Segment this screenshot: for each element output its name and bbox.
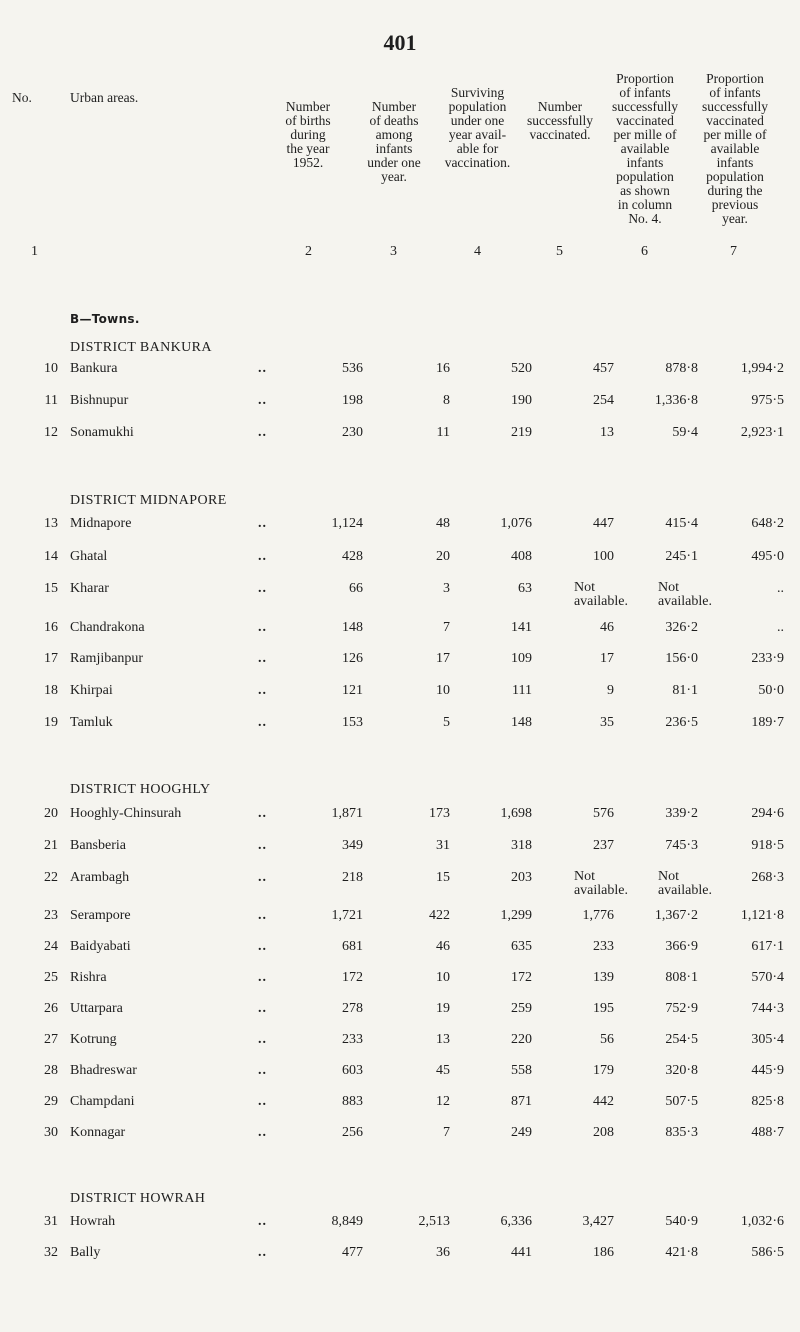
leader-dots: ..: [258, 549, 267, 564]
proportion-previous-cell: 825·8: [751, 1094, 784, 1109]
leader-dots: ..: [258, 908, 267, 923]
row-number: 11: [44, 393, 58, 408]
header-line: the year: [286, 141, 330, 156]
vaccinated-cell: 195: [593, 1001, 614, 1016]
deaths-cell: 31: [436, 838, 450, 853]
table-row: [0, 393, 800, 413]
header-line: under one: [450, 113, 505, 128]
deaths-cell: 5: [443, 715, 450, 730]
leader-dots: ..: [258, 1063, 267, 1078]
header-line: Proportion: [616, 71, 674, 86]
urban-area-name: Sonamukhi: [70, 425, 134, 440]
deaths-cell: 16: [436, 361, 450, 376]
leader-dots: ..: [258, 393, 267, 408]
table-row: [0, 620, 800, 640]
header-line: during the: [707, 183, 763, 198]
proportion-current-cell: 421·8: [665, 1245, 698, 1260]
proportion-current-cell: Not available.: [657, 869, 712, 898]
header-line: available: [620, 141, 670, 156]
urban-area-name: Rishra: [70, 970, 107, 985]
leader-dots: ..: [258, 516, 267, 531]
header-line: successfully: [612, 99, 678, 114]
births-cell: 278: [342, 1001, 363, 1016]
column-number: 4: [474, 244, 481, 259]
table-row: [0, 1063, 800, 1083]
column-number: 2: [305, 244, 312, 259]
column-number: 3: [390, 244, 397, 259]
surviving-cell: 558: [511, 1063, 532, 1078]
vaccinated-cell: 1,776: [582, 908, 614, 923]
urban-area-name: Tamluk: [70, 715, 113, 730]
row-number: 25: [44, 970, 58, 985]
surviving-cell: 635: [511, 939, 532, 954]
row-number: 17: [44, 651, 58, 666]
vaccinated-cell: 457: [593, 361, 614, 376]
proportion-previous-cell: 586·5: [751, 1245, 784, 1260]
urban-area-name: Hooghly-Chinsurah: [70, 806, 182, 821]
proportion-previous-cell: 1,994·2: [740, 361, 784, 376]
vaccinated-cell: 179: [593, 1063, 614, 1078]
table-row: [0, 651, 800, 671]
births-cell: 1,124: [331, 516, 363, 531]
proportion-current-cell: 59·4: [672, 425, 698, 440]
urban-area-name: Bally: [70, 1245, 101, 1260]
surviving-cell: 1,698: [500, 806, 532, 821]
proportion-current-cell: 540·9: [665, 1214, 698, 1229]
births-cell: 218: [342, 870, 363, 885]
vaccinated-cell: 17: [600, 651, 614, 666]
proportion-previous-cell: 305·4: [751, 1032, 784, 1047]
leader-dots: ..: [258, 1245, 267, 1260]
proportion-previous-cell: 975·5: [751, 393, 784, 408]
header-line: among: [375, 127, 413, 142]
header-line: successfully: [527, 113, 593, 128]
urban-area-name: Khirpai: [70, 683, 113, 698]
urban-area-name: Arambagh: [70, 870, 130, 885]
surviving-cell: 249: [511, 1125, 532, 1140]
proportion-previous-cell: 445·9: [751, 1063, 784, 1078]
header-line: during: [290, 127, 326, 142]
births-cell: 198: [342, 393, 363, 408]
proportion-previous-cell: 189·7: [751, 715, 784, 730]
urban-area-name: Uttarpara: [70, 1001, 123, 1016]
deaths-cell: 10: [436, 683, 450, 698]
header-line: vaccination.: [444, 155, 511, 170]
district-heading: DISTRICT MIDNAPORE: [70, 493, 227, 508]
page-number: 401: [383, 30, 417, 55]
header-line: as shown: [620, 183, 670, 198]
deaths-cell: 8: [443, 393, 450, 408]
table-row: [0, 683, 800, 703]
vaccinated-cell: 186: [593, 1245, 614, 1260]
births-cell: 883: [342, 1094, 363, 1109]
table-row: [0, 908, 800, 928]
leader-dots: ..: [258, 620, 267, 635]
header-line: year.: [722, 211, 748, 226]
header-line: population: [706, 169, 764, 184]
header-line: population: [616, 169, 674, 184]
header-proportion-previous: [680, 72, 790, 226]
urban-area-name: Chandrakona: [70, 620, 145, 635]
vaccinated-cell: 233: [593, 939, 614, 954]
column-number: 7: [730, 244, 737, 259]
deaths-cell: 422: [429, 908, 450, 923]
births-cell: 1,721: [331, 908, 363, 923]
district-heading: DISTRICT BANKURA: [70, 340, 212, 355]
header-line: vaccinated: [706, 113, 764, 128]
row-number: 20: [44, 806, 58, 821]
vaccinated-cell: 254: [593, 393, 614, 408]
births-cell: 477: [342, 1245, 363, 1260]
births-cell: 121: [342, 683, 363, 698]
surviving-cell: 318: [511, 838, 532, 853]
births-cell: 172: [342, 970, 363, 985]
proportion-current-cell: 81·1: [672, 683, 698, 698]
header-line: population: [448, 99, 507, 114]
header-line: successfully: [702, 99, 768, 114]
deaths-cell: 173: [429, 806, 450, 821]
leader-dots: ..: [258, 683, 267, 698]
surviving-cell: 219: [511, 425, 532, 440]
surviving-cell: 441: [511, 1245, 532, 1260]
urban-area-name: Baidyabati: [70, 939, 131, 954]
proportion-previous-cell: 744·3: [751, 1001, 784, 1016]
row-number: 22: [44, 870, 58, 885]
table-row: [0, 970, 800, 990]
deaths-cell: 36: [436, 1245, 450, 1260]
leader-dots: ..: [258, 939, 267, 954]
vaccinated-cell: 13: [600, 425, 614, 440]
surviving-cell: 190: [511, 393, 532, 408]
row-number: 10: [44, 361, 58, 376]
table-row: [0, 549, 800, 569]
urban-area-name: Midnapore: [70, 516, 132, 531]
header-line: of births: [285, 113, 331, 128]
header-line: in column: [617, 197, 673, 212]
vaccinated-cell: 9: [607, 683, 614, 698]
proportion-previous-cell: 648·2: [751, 516, 784, 531]
row-number: 31: [44, 1214, 58, 1229]
urban-area-name: Bansberia: [70, 838, 126, 853]
proportion-current-cell: 507·5: [665, 1094, 698, 1109]
row-number: 15: [44, 581, 58, 596]
surviving-cell: 871: [511, 1094, 532, 1109]
proportion-current-cell: 752·9: [665, 1001, 698, 1016]
header-line: year avail-: [448, 127, 507, 142]
header-line: No. 4.: [628, 211, 662, 226]
header-no: No.: [12, 90, 32, 105]
table-row: [0, 580, 800, 609]
table-row: [0, 806, 800, 826]
births-cell: 681: [342, 939, 363, 954]
surviving-cell: 203: [511, 870, 532, 885]
surviving-cell: 111: [512, 683, 532, 698]
births-cell: 233: [342, 1032, 363, 1047]
header-line: Proportion: [706, 71, 764, 86]
header-line: vaccinated.: [529, 127, 591, 142]
proportion-previous-cell: 617·1: [751, 939, 784, 954]
proportion-current-cell: 326·2: [665, 620, 698, 635]
proportion-current-cell: 254·5: [665, 1032, 698, 1047]
proportion-current-cell: 366·9: [665, 939, 698, 954]
proportion-previous-cell: 918·5: [751, 838, 784, 853]
header-line: vaccinated: [616, 113, 674, 128]
vaccinated-cell: Not available.: [573, 580, 628, 609]
deaths-cell: 11: [436, 425, 450, 440]
urban-area-name: Bankura: [70, 361, 118, 376]
leader-dots: ..: [258, 806, 267, 821]
header-line: of infants: [619, 85, 671, 100]
proportion-previous-cell: 1,032·6: [740, 1214, 784, 1229]
deaths-cell: 48: [436, 516, 450, 531]
deaths-cell: 12: [436, 1094, 450, 1109]
header-line: under one: [367, 155, 421, 170]
births-cell: 126: [342, 651, 363, 666]
table-row: [0, 1125, 800, 1145]
surviving-cell: 259: [511, 1001, 532, 1016]
deaths-cell: 3: [443, 581, 450, 596]
deaths-cell: 15: [436, 870, 450, 885]
surviving-cell: 148: [511, 715, 532, 730]
proportion-previous-cell: 570·4: [751, 970, 784, 985]
column-number: 5: [556, 244, 563, 259]
proportion-current-cell: 745·3: [665, 838, 698, 853]
header-line: able for: [456, 141, 499, 156]
proportion-current-cell: 835·3: [665, 1125, 698, 1140]
births-cell: 148: [342, 620, 363, 635]
vaccinated-cell: 442: [593, 1094, 614, 1109]
row-number: 16: [44, 620, 58, 635]
vaccinated-cell: 576: [593, 806, 614, 821]
vaccinated-cell: 237: [593, 838, 614, 853]
header-line: year.: [381, 169, 407, 184]
surviving-cell: 1,299: [500, 908, 532, 923]
row-number: 12: [44, 425, 58, 440]
table-row: [0, 516, 800, 536]
urban-area-name: Kharar: [70, 581, 109, 596]
births-cell: 153: [342, 715, 363, 730]
leader-dots: ..: [258, 1032, 267, 1047]
births-cell: 349: [342, 838, 363, 853]
proportion-previous-cell: 268·3: [751, 870, 784, 885]
row-number: 19: [44, 715, 58, 730]
row-number: 32: [44, 1245, 58, 1260]
row-number: 14: [44, 549, 58, 564]
proportion-previous-cell: 50·0: [758, 683, 784, 698]
leader-dots: ..: [258, 1001, 267, 1016]
deaths-cell: 20: [436, 549, 450, 564]
row-number: 29: [44, 1094, 58, 1109]
deaths-cell: 7: [443, 1125, 450, 1140]
births-cell: 8,849: [331, 1214, 363, 1229]
leader-dots: ..: [258, 361, 267, 376]
proportion-previous-cell: 233·9: [751, 651, 784, 666]
surviving-cell: 6,336: [500, 1214, 532, 1229]
births-cell: 603: [342, 1063, 363, 1078]
surviving-cell: 1,076: [500, 516, 532, 531]
table-row: [0, 1094, 800, 1114]
deaths-cell: 2,513: [418, 1214, 450, 1229]
header-line: Number: [285, 99, 331, 114]
leader-dots: ..: [258, 1094, 267, 1109]
header-line: Number: [371, 99, 417, 114]
header-line: available: [710, 141, 760, 156]
surviving-cell: 63: [518, 581, 532, 596]
district-heading: DISTRICT HOOGHLY: [70, 782, 211, 797]
urban-area-name: Serampore: [70, 908, 131, 923]
vaccinated-cell: Not available.: [573, 869, 628, 898]
deaths-cell: 10: [436, 970, 450, 985]
leader-dots: ..: [258, 870, 267, 885]
proportion-current-cell: 156·0: [665, 651, 698, 666]
surviving-cell: 408: [511, 549, 532, 564]
leader-dots: ..: [258, 651, 267, 666]
proportion-previous-cell: 294·6: [751, 806, 784, 821]
vaccinated-cell: 46: [600, 620, 614, 635]
row-number: 26: [44, 1001, 58, 1016]
vaccinated-cell: 3,427: [582, 1214, 614, 1229]
proportion-current-cell: 245·1: [665, 549, 698, 564]
urban-area-name: Ghatal: [70, 549, 108, 564]
column-number: 1: [31, 244, 38, 259]
urban-area-name: Ramjibanpur: [70, 651, 144, 666]
proportion-current-cell: 878·8: [665, 361, 698, 376]
row-number: 30: [44, 1125, 58, 1140]
deaths-cell: 13: [436, 1032, 450, 1047]
urban-area-name: Konnagar: [70, 1125, 126, 1140]
table-row: [0, 1214, 800, 1234]
section-heading: B—Towns.: [70, 312, 140, 326]
header-line: of infants: [709, 85, 761, 100]
urban-area-name: Bishnupur: [70, 393, 129, 408]
vaccinated-cell: 56: [600, 1032, 614, 1047]
proportion-previous-cell: 2,923·1: [740, 425, 784, 440]
header-births: [258, 100, 358, 170]
row-number: 23: [44, 908, 58, 923]
row-number: 24: [44, 939, 58, 954]
vaccinated-cell: 100: [593, 549, 614, 564]
district-heading: DISTRICT HOWRAH: [70, 1191, 206, 1206]
deaths-cell: 46: [436, 939, 450, 954]
vaccinated-cell: 35: [600, 715, 614, 730]
row-number: 21: [44, 838, 58, 853]
header-line: infants: [716, 155, 754, 170]
proportion-previous-cell: ..: [777, 620, 784, 635]
header-line: infants: [375, 141, 413, 156]
surviving-cell: 220: [511, 1032, 532, 1047]
deaths-cell: 19: [436, 1001, 450, 1016]
leader-dots: ..: [258, 425, 267, 440]
proportion-current-cell: 320·8: [665, 1063, 698, 1078]
vaccinated-cell: 447: [593, 516, 614, 531]
column-number: 6: [641, 244, 648, 259]
births-cell: 428: [342, 549, 363, 564]
table-row: [0, 869, 800, 898]
row-number: 13: [44, 516, 58, 531]
surviving-cell: 109: [511, 651, 532, 666]
header-line: per mille of: [703, 127, 767, 142]
row-number: 18: [44, 683, 58, 698]
table-row: [0, 1001, 800, 1021]
deaths-cell: 45: [436, 1063, 450, 1078]
row-number: 28: [44, 1063, 58, 1078]
proportion-previous-cell: 488·7: [751, 1125, 784, 1140]
table-row: [0, 838, 800, 858]
table-row: [0, 1032, 800, 1052]
proportion-current-cell: Not available.: [657, 580, 712, 609]
table-row: [0, 425, 800, 445]
surviving-cell: 141: [511, 620, 532, 635]
vaccinated-cell: 208: [593, 1125, 614, 1140]
proportion-previous-cell: 495·0: [751, 549, 784, 564]
urban-area-name: Bhadreswar: [70, 1063, 137, 1078]
table-row: [0, 939, 800, 959]
births-cell: 1,871: [331, 806, 363, 821]
deaths-cell: 7: [443, 620, 450, 635]
header-line: Number: [537, 99, 583, 114]
births-cell: 66: [349, 581, 363, 596]
header-line: previous: [711, 197, 759, 212]
births-cell: 536: [342, 361, 363, 376]
urban-area-name: Howrah: [70, 1214, 116, 1229]
leader-dots: ..: [258, 1214, 267, 1229]
surviving-cell: 172: [511, 970, 532, 985]
header-line: of deaths: [369, 113, 419, 128]
deaths-cell: 17: [436, 651, 450, 666]
row-number: 27: [44, 1032, 58, 1047]
proportion-current-cell: 1,336·8: [654, 393, 698, 408]
births-cell: 230: [342, 425, 363, 440]
proportion-current-cell: 415·4: [665, 516, 698, 531]
table-row: [0, 361, 800, 381]
births-cell: 256: [342, 1125, 363, 1140]
vaccinated-cell: 139: [593, 970, 614, 985]
urban-area-name: Champdani: [70, 1094, 135, 1109]
table-row: [0, 1245, 800, 1265]
leader-dots: ..: [258, 970, 267, 985]
header-line: per mille of: [613, 127, 677, 142]
proportion-current-cell: 1,367·2: [654, 908, 698, 923]
table-row: [0, 715, 800, 735]
header-line: 1952.: [292, 155, 324, 170]
leader-dots: ..: [258, 715, 267, 730]
surviving-cell: 520: [511, 361, 532, 376]
proportion-previous-cell: 1,121·8: [740, 908, 784, 923]
proportion-current-cell: 236·5: [665, 715, 698, 730]
header-line: Surviving: [450, 85, 505, 100]
urban-area-name: Kotrung: [70, 1032, 117, 1047]
proportion-current-cell: 339·2: [665, 806, 698, 821]
proportion-previous-cell: ..: [777, 581, 784, 596]
proportion-current-cell: 808·1: [665, 970, 698, 985]
header-line: infants: [626, 155, 664, 170]
leader-dots: ..: [258, 838, 267, 853]
leader-dots: ..: [258, 581, 267, 596]
header-urban-areas: Urban areas.: [70, 90, 139, 105]
leader-dots: ..: [258, 1125, 267, 1140]
